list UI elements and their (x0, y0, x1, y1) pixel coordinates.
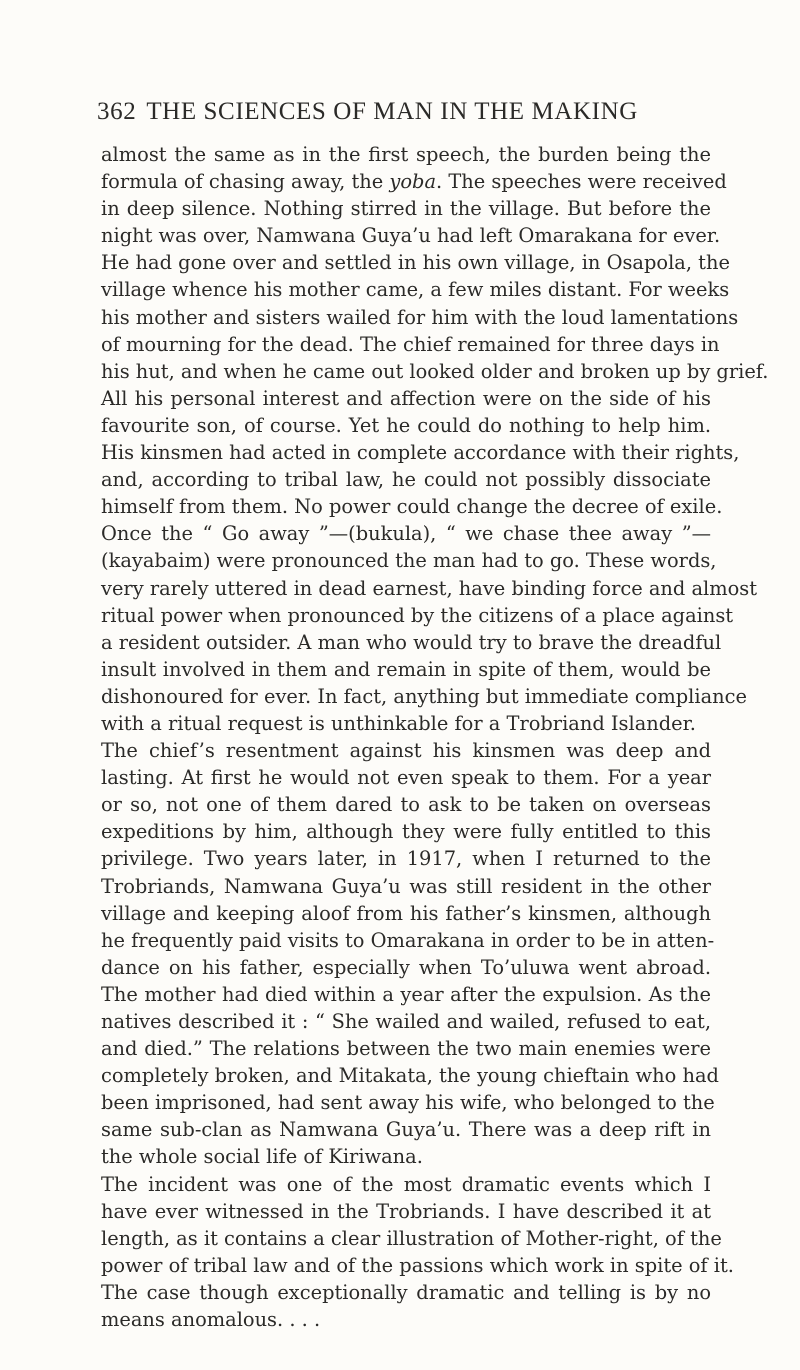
text-line: or so, not one of them dared to ask to be taken on overseas (101, 793, 711, 817)
text-line: he frequently paid visits to Omarakana in order to be in atten- (101, 928, 715, 952)
text-line: the whole social life of Kiriwana. (101, 1145, 423, 1169)
text-line: He had gone over and settled in his own village, in Osapola, the (101, 251, 730, 275)
text-line: The case though exceptionally dramatic and telling is by no (101, 1280, 711, 1304)
text-line: a resident outsider. A man who would try to brave the dreadful (101, 630, 722, 654)
text-line: ritual power when pronounced by the citizens of a place against (101, 603, 734, 627)
running-head (97, 96, 717, 128)
text-line: power of tribal law and of the passions which work in spite of it. (101, 1253, 734, 1277)
text-line: lasting. At first he would not even speak to them. For a year (101, 766, 711, 790)
page-number: 362 (97, 98, 137, 125)
text-line: have ever witnessed in the Trobriands. I have described it at (101, 1199, 711, 1223)
text-line: in deep silence. Nothing stirred in the village. But before the (101, 197, 711, 221)
text-line: means anomalous. . . . (101, 1308, 321, 1332)
text-line: (kayabaim) were pronounced the man had to go. These words, (101, 549, 717, 573)
text-line: formula of chasing away, the yoba. The speeches were received (101, 170, 727, 194)
text-line: almost the same as in the first speech, the burden being the (101, 143, 711, 166)
text-line: privilege. Two years later, in 1917, when I returned to the (101, 847, 711, 871)
text-line: dance on his father, especially when To’uluwa went abroad. (101, 955, 711, 979)
text-line: himself from them. No power could change the decree of exile. (101, 495, 723, 519)
text-line: completely broken, and Mitakata, the young chieftain who had (101, 1064, 719, 1088)
text-line: The chief’s resentment against his kinsmen was deep and (101, 739, 711, 763)
text-line: his mother and sisters wailed for him with the loud lamentations (101, 305, 739, 329)
text-line: been imprisoned, had sent away his wife, who belonged to the (101, 1091, 715, 1115)
text-line: very rarely uttered in dead earnest, have binding force and almost (101, 576, 758, 600)
text-line: insult involved in them and remain in spite of them, would be (101, 657, 711, 681)
text-line: Trobriands, Namwana Guya’u was still resident in the other (101, 874, 711, 898)
text-line: length, as it contains a clear illustration of Mother-right, of the (101, 1226, 722, 1250)
text-line: All his personal interest and affection were on the side of his (101, 386, 711, 410)
text-line: and, according to tribal law, he could not possibly dissociate (101, 468, 711, 492)
text-line: village whence his mother came, a few miles distant. For weeks (101, 278, 730, 302)
text-line: with a ritual request is unthinkable for a Trobriand Islander. (101, 711, 696, 735)
text-line: dishonoured for ever. In fact, anything but immediate compliance (101, 684, 747, 708)
body-text (101, 141, 769, 1333)
italic-term: yoba (389, 170, 437, 194)
text-line: night was over, Namwana Guya’u had left Omarakana for ever. (101, 224, 721, 248)
text-line: expeditions by him, although they were fully entitled to this (101, 820, 711, 844)
text-line: natives described it : “ She wailed and wailed, refused to eat, (101, 1010, 711, 1033)
text-line: favourite son, of course. Yet he could do nothing to help him. (101, 413, 711, 437)
running-title: THE SCIENCES OF MAN IN THE MAKING (146, 98, 638, 125)
text-line: The incident was one of the most dramatic events which I (101, 1172, 711, 1196)
text-line: his hut, and when he came out looked older and broken up by grief. (101, 359, 769, 383)
text-line: Once the “ Go away ”—(bukula), “ we chase thee away ”— (101, 522, 711, 546)
text-line: of mourning for the dead. The chief remained for three days in (101, 332, 720, 356)
text-line: and died.” The relations between the two main enemies were (101, 1037, 711, 1061)
text-line: His kinsmen had acted in complete accordance with their rights, (101, 441, 740, 465)
text-line: village and keeping aloof from his father’s kinsmen, although (101, 901, 711, 925)
text-line: The mother had died within a year after the expulsion. As the (101, 982, 711, 1006)
text-line: same sub-clan as Namwana Guya’u. There was a deep rift in (101, 1118, 711, 1142)
